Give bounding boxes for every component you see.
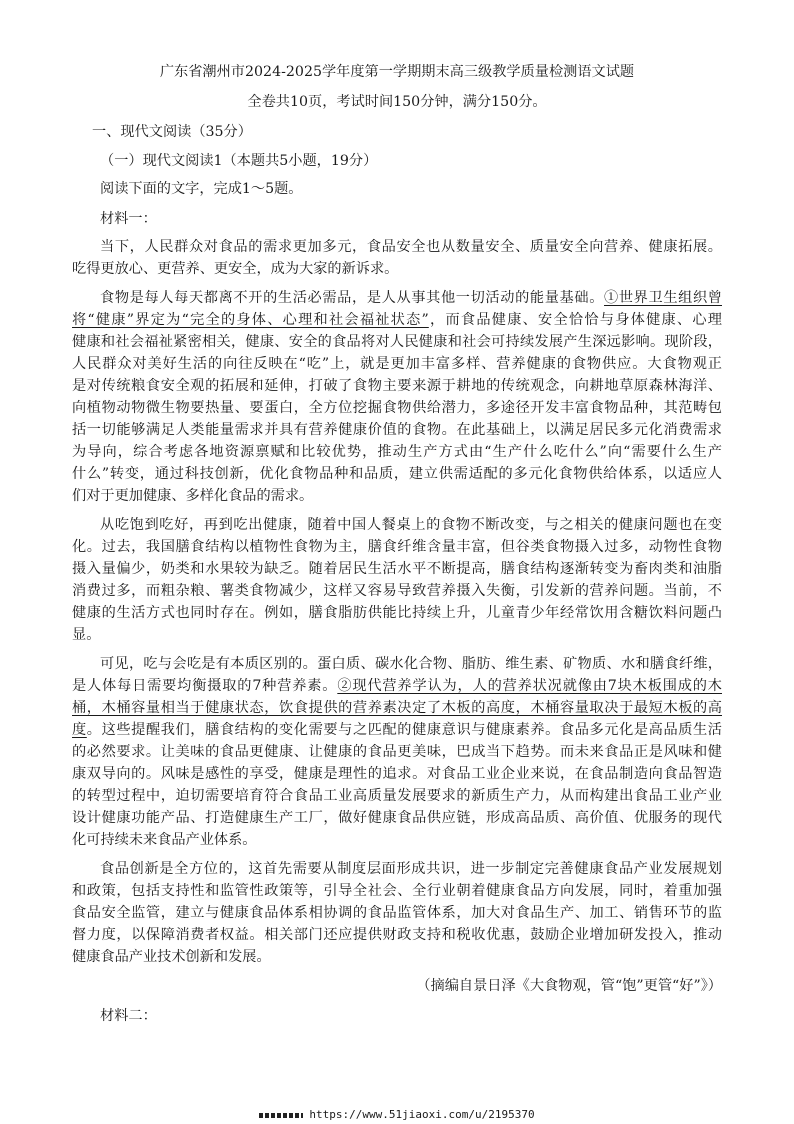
paragraph-line: 健康和社会福祉紧密相关，健康、安全的食品将对人民健康和社会可持续发展产生深远影响。现阶段， [72,334,722,350]
paragraph-line: 显。 [72,627,101,643]
paragraph-line [72,720,722,740]
reading-instruction: 阅读下面的文字，完成1～5题。 [100,181,303,197]
underlined-sentence-1-cont: 将“健康”界定为“完全的身体、心理和社会福祉状态” [72,312,429,328]
underlined-sentence-1: ①世界卫生组织曾 [604,290,722,306]
material-2-label: 材料二： [100,1008,157,1024]
paragraph-line: 摄入量偏少，奶类和水果较为缺乏。随着居民生活水平不断提高，膳食结构逐渐转变为畜肉类和油脂 [72,561,722,577]
paragraph-line: 为导向，综合考虑各地资源禀赋和比较优势，推动生产方式由“生产什么吃什么”向“需要什么生产 [72,444,722,460]
page-footer [0,1108,794,1121]
text-span: 食物是每人每天都离不开的生活必需品，是人从事其他一切活动的能量基础。 [100,290,605,306]
paragraph-line: 向植物动物微生物要热量、要蛋白，全方位挖掘食物供给潜力，多途径开发丰富食物品种，其范畴包 [72,400,722,416]
paragraph-line: 食品安全监管，建立与健康食品体系相协调的食品监管体系，加大对食品生产、加工、销售环节的监 [72,905,722,921]
paragraph-line: 消费过多，而粗杂粮、薯类食物减少，这样又容易导致营养摄入失衡，引发新的营养问题。当前，不 [72,583,722,599]
sub-section-heading: （一）现代文阅读1（本题共5小题，19分） [100,153,378,169]
text-span: ，而食品健康、安全恰恰与身体健康、心理 [428,312,722,328]
paragraph-line: 们对于更加健康、多样化食品的需求。 [72,488,314,504]
paragraph-line: 是对传统粮食安全观的拓展和延伸，打破了食物主要来源于耕地的传统观念，向耕地草原森林海洋、 [72,378,722,394]
paragraph-line [72,676,722,696]
paragraph-line [100,288,722,308]
paragraph-line: 和政策，包括支持性和监管性政策等，引导全社会、全行业朝着健康食品方向发展，同时，着重加强 [72,883,722,899]
paragraph-line: 吃得更放心、更营养、更安全，成为大家的新诉求。 [72,261,399,277]
paragraph-line: 括一切能够满足人类能量需求并具有营养健康价值的食物。在此基础上，以满足居民多元化消费需求 [72,422,722,438]
watermark-icon [259,1113,303,1118]
paragraph-line: 的必然要求。让美味的食品更健康、让健康的食品更美味，巴成当下趋势。而未来食品正是风味和健 [72,744,722,760]
paragraph-line [72,310,722,330]
underlined-sentence-2-end: 度 [72,722,87,738]
paragraph-line: 的转型过程中，迫切需要培育符合食品工业高质量发展要求的新质生产力，从而构建出食品工业产业 [72,788,722,804]
exam-title: 广东省潮州市2024-2025学年度第一学期期末高三级教学质量检测语文试题 [159,64,635,80]
paragraph-line: 设计健康功能产品、打造健康生产工厂，做好健康食品供应链，形成高品质、高价值、优服务的现代 [72,810,722,826]
source-citation: （摘编自景日泽《大食物观，管“饱”更管“好”》） [416,978,722,994]
paragraph-line: 当下，人民群众对食品的需求更加多元，食品安全也从数量安全、质量安全向营养、健康拓展。 [100,239,722,255]
paragraph-line: 食品创新是全方位的，这首先需要从制度层面形成共识，进一步制定完善健康食品产业发展规划 [100,861,722,877]
paragraph-line: 从吃饱到吃好，再到吃出健康，随着中国人餐桌上的食物不断改变，与之相关的健康问题也在变 [100,517,722,533]
paragraph-line: 健康的生活方式也同时存在。例如，膳食脂肪供能比持续上升，儿童青少年经常饮用含糖饮料问题凸 [72,605,722,621]
paragraph-line: 人民群众对美好生活的向往反映在“吃”上，就是更加丰富多样、营养健康的食物供应。大食物观正 [72,356,722,372]
paragraph-line: 督力度，以保障消费者权益。相关部门还应提供财政支持和税收优惠，鼓励企业增加研发投入，推动 [72,927,722,943]
paragraph-line: 化。过去，我国膳食结构以植物性食物为主，膳食纤维含量丰富，但谷类食物摄入过多，动物性食物 [72,539,722,555]
underlined-sentence-2: ②现代营养学认为，人的营养状况就像由7块木板围成的木 [337,678,722,694]
section-heading: 一、现代文阅读（35分） [92,124,252,140]
paragraph-line: 什么”转变，通过科技创新，优化食物品种和品质，建立供需适配的多元化食物供给体系，以适应人 [72,466,722,482]
underlined-sentence-2-cont: 桶，木桶容量相当于健康状态，饮食提供的营养素决定了木板的高度，木桶容量取决于最短木板的高 [72,700,722,716]
exam-info: 全卷共10页，考试时间150分钟，满分150分。 [247,94,547,110]
paragraph-line: 化可持续未来食品产业体系。 [72,832,257,848]
footer-link[interactable]: https://www.51jiaoxi.com/u/2195370 [309,1108,535,1121]
material-1-label: 材料一： [100,211,157,227]
paragraph-line: 康双导向的。风味是感性的享受，健康是理性的追求。对食品工业企业来说，在食品制造向食品智造 [72,766,722,782]
text-span: 是人体每日需要均衡摄取的7种营养素。 [72,678,338,694]
paragraph-line: 健康食品产业技术创新和发展。 [72,949,271,965]
paragraph-line: 可见，吃与会吃是有本质区别的。蛋白质、碳水化合物、脂肪、维生素、矿物质、水和膳食纤维， [100,656,722,672]
text-span: 。这些提醒我们，膳食结构的变化需要与之匹配的健康意识与健康素养。食品多元化是高品质生活 [86,722,722,738]
